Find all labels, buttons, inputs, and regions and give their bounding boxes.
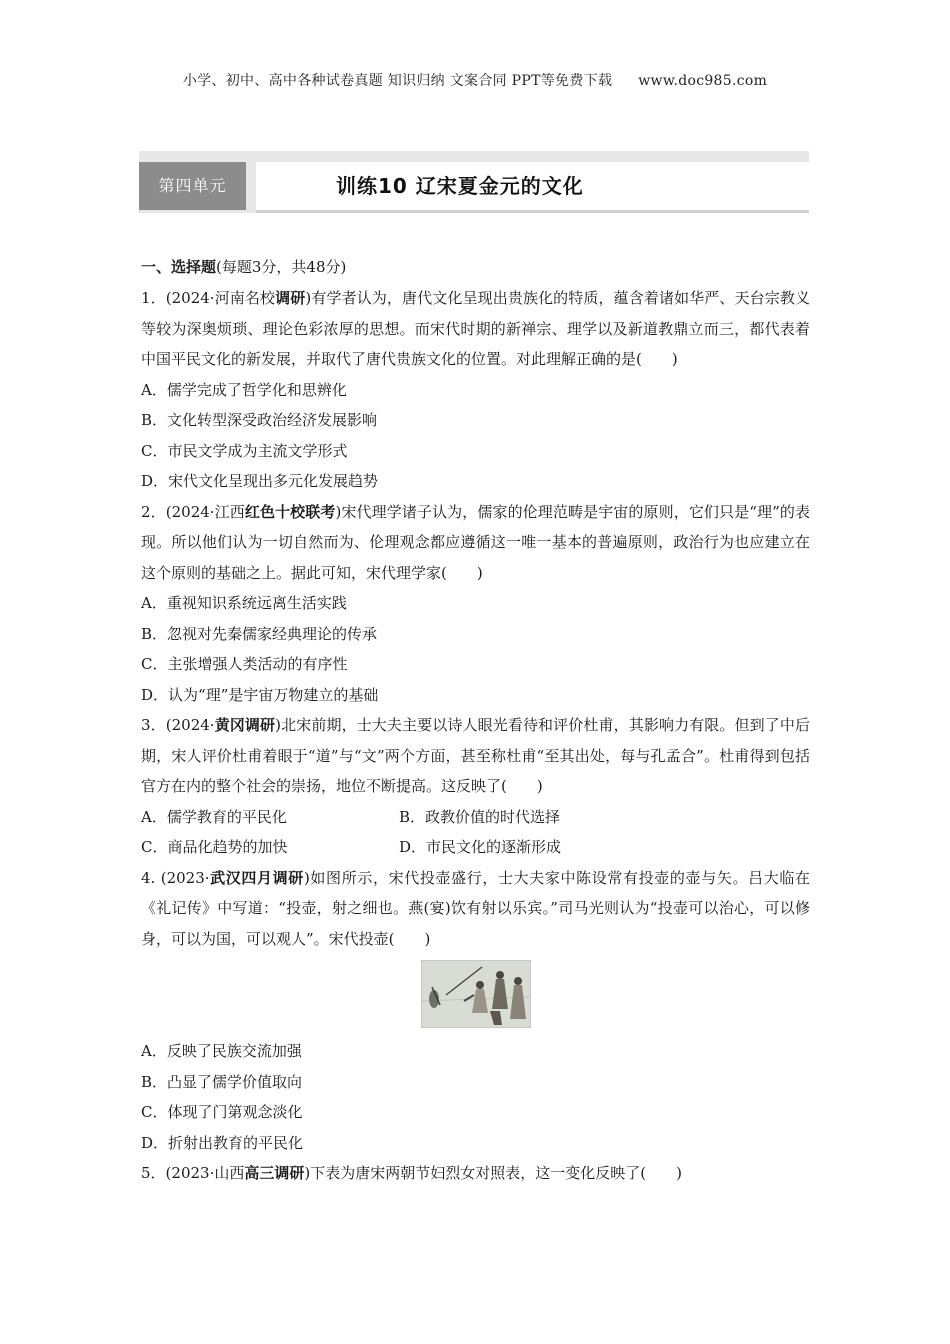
question-3-options-row-1	[141, 802, 810, 833]
question-text: 北宋前期，士大夫主要以诗人眼光看待和评价杜甫，其影响力有限。但到了中后期，宋人评价杜甫着眼于“道”与“文”两个方面，甚至称杜甫“至其出处，每与孔孟合”。杜甫得到包括官方在内的整个社会的崇扬，地位不断提高。这反映了( )	[141, 716, 810, 795]
question-number: 4.	[141, 868, 161, 887]
question-2-option-c[interactable]: C．主张增强人类活动的有序性	[141, 655, 348, 673]
question-4-option-b[interactable]: B．凸显了儒学价值取向	[141, 1072, 303, 1091]
question-content	[141, 252, 810, 1189]
question-source: (2024·江西红色十校联考)	[165, 502, 342, 521]
question-4-option-c[interactable]: C．体现了门第观念淡化	[141, 1103, 303, 1121]
section-title-bold: 一、选择题	[141, 258, 217, 276]
question-number: 2．	[141, 502, 166, 521]
section-title-rest: (每题3分，共48分)	[216, 258, 347, 276]
header-text: 小学、初中、高中各种试卷真题 知识归纳 文案合同 PPT等免费下载	[182, 73, 613, 89]
question-text: 有学者认为，唐代文化呈现出贵族化的特质，蕴含着诸如华严、天台宗教义等较为深奥烦琐、理论色彩浓厚的思想。而宋代时期的新禅宗、理学以及新道教鼎立而三，都代表着中国平民文化的新发展，并取代了唐代贵族文化的位置。对此理解正确的是( )	[141, 289, 810, 368]
question-1-option-c[interactable]: C．市民文学成为主流文学形式	[141, 441, 348, 460]
title-box	[256, 162, 809, 210]
question-3-options-row-2	[141, 832, 810, 863]
header-site-link[interactable]: www.doc985.com	[638, 73, 768, 89]
question-text: 宋代理学诸子认为，儒家的伦理范畴是宇宙的原则，它们只是“理”的表现。所以他们认为一切自然而为、伦理观念都应遵循这一唯一基本的普遍原则，政治行为也应建立在这个原则的基础之上。据此可知，宋代理学家( )	[141, 502, 810, 582]
question-2-stem	[141, 497, 810, 589]
figure-wrapper	[141, 960, 810, 1028]
question-source: (2023·山西高三调研)	[165, 1164, 311, 1182]
question-1-option-d[interactable]: D．宋代文化呈现出多元化发展趋势	[141, 472, 379, 490]
question-4-option-a[interactable]: A．反映了民族交流加强	[141, 1042, 302, 1060]
question-4-option-d[interactable]: D．折射出教育的平民化	[141, 1133, 304, 1152]
section-title	[141, 252, 810, 282]
question-2-option-b[interactable]: B．忽视对先秦儒家经典理论的传承	[141, 624, 378, 643]
painting-illustration	[422, 961, 530, 1027]
question-text: 下表为唐宋两朝节妇烈女对照表，这一变化反映了( )	[310, 1164, 682, 1182]
question-2-option-a[interactable]: A．重视知识系统远离生活实践	[141, 594, 347, 612]
question-source: (2024·河南名校调研)	[165, 289, 312, 307]
question-1-option-a[interactable]: A．儒学完成了哲学化和思辨化	[141, 380, 347, 399]
question-number: 3．	[141, 716, 166, 734]
question-number: 5．	[141, 1164, 166, 1182]
question-source: (2023·武汉四月调研)	[160, 868, 310, 887]
question-3-option-c[interactable]: C．商品化趋势的加快	[141, 838, 288, 856]
question-source: (2024·黄冈调研)	[165, 716, 282, 734]
question-1-stem	[141, 283, 810, 375]
question-3-option-a[interactable]: A．儒学教育的平民化	[141, 807, 287, 826]
unit-label: 第四单元	[139, 162, 246, 210]
question-1-option-b[interactable]: B．文化转型深受政治经济发展影响	[141, 411, 378, 429]
question-number: 1．	[141, 289, 166, 307]
question-text: 如图所示，宋代投壶盛行，士大夫家中陈设常有投壶的壶与矢。吕大临在《礼记传》中写道：“投壶，射之细也。燕(宴)饮有射以乐宾。”司马光则认为“投壶可以治心，可以修身，可以为国，可以观人”。宋代投壶( )	[141, 868, 810, 948]
question-3-option-d[interactable]: D．市民文化的逐渐形成	[399, 838, 562, 856]
touhu-painting-image	[421, 960, 531, 1028]
page-header	[0, 70, 950, 90]
question-5-stem	[141, 1158, 810, 1189]
question-3-stem	[141, 710, 810, 802]
question-2-option-d[interactable]: D．认为“理”是宇宙万物建立的基础	[141, 685, 379, 704]
question-3-option-b[interactable]: B．政教价值的时代选择	[399, 807, 561, 826]
question-4-stem	[141, 863, 810, 955]
page-title: 训练10 辽宋夏金元的文化	[336, 174, 584, 198]
